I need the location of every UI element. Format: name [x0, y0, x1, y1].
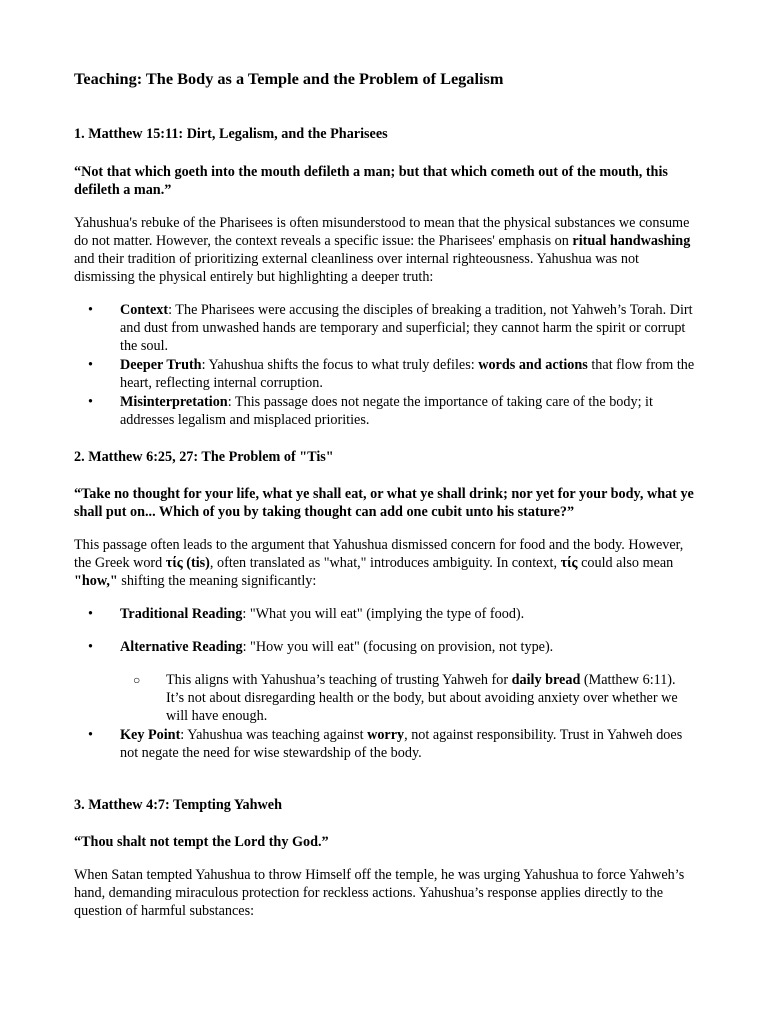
bullet-marker: •: [88, 357, 93, 373]
list-item: Context: The Pharisees were accusing the disciples of breaking a tradition, not Yahweh’s Torah. Dirt and dust from unwashed hands are temporary and superficial; they cannot harm the spirit or corrupt the soul.: [120, 302, 693, 354]
bullet-marker: •: [88, 302, 93, 318]
page-title: Teaching: The Body as a Temple and the Problem of Legalism: [74, 69, 504, 88]
section-2-paragraph: This passage often leads to the argument that Yahushua dismissed concern for food and the body. However, the Greek word τίς (tis), often translated as "what," introduces ambiguity. In context, τίς could also mean "how," shifting the meaning significantly:: [74, 537, 684, 589]
section-3-heading: 3. Matthew 4:7: Tempting Yahweh: [74, 797, 282, 813]
section-1-quote: “Not that which goeth into the mouth defileth a man; but that which cometh out of the mouth, this defileth a man.”: [74, 164, 668, 198]
bullet-marker: •: [88, 394, 93, 410]
bullet-marker: •: [88, 727, 93, 743]
section-2-quote: “Take no thought for your life, what ye shall eat, or what ye shall drink; nor yet for your body, what ye shall put on... Which of you by taking thought can add one cubit unto his stature?”: [74, 486, 694, 520]
list-item: Misinterpretation: This passage does not negate the importance of taking care of the body; it addresses legalism and misplaced priorities.: [120, 394, 653, 428]
bullet-marker: •: [88, 639, 93, 655]
section-2-heading: 2. Matthew 6:25, 27: The Problem of "Tis": [74, 449, 334, 465]
section-3-paragraph: When Satan tempted Yahushua to throw Himself off the temple, he was urging Yahushua to force Yahweh’s hand, demanding miraculous protection for reckless actions. Yahushua’s response applies directly to the question of harmful substances:: [74, 867, 685, 919]
list-item: Key Point: Yahushua was teaching against worry, not against responsibility. Trust in Yahweh does not negate the need for wise stewardship of the body.: [120, 727, 683, 761]
bullet-marker: •: [88, 606, 93, 622]
sub-bullet-marker: ○: [133, 673, 141, 687]
section-3-quote: “Thou shalt not tempt the Lord thy God.”: [74, 834, 329, 850]
list-item: Traditional Reading: "What you will eat" (implying the type of food).: [120, 606, 525, 622]
section-1-paragraph: Yahushua's rebuke of the Pharisees is often misunderstood to mean that the physical substances we consume do not matter. However, the context reveals a specific issue: the Pharisees' emphasis on ritual handwashing and their tradition of prioritizing external cleanliness over internal righteousness. Yahushua was not dismissing the physical entirely but highlighting a deeper truth:: [74, 215, 691, 285]
sub-list-item: This aligns with Yahushua’s teaching of trusting Yahweh for daily bread (Matthew 6:11). It’s not about disregarding health or the body, but about avoiding anxiety over whether we will have enough.: [166, 672, 678, 724]
list-item: Deeper Truth: Yahushua shifts the focus to what truly defiles: words and actions that flow from the heart, reflecting internal corruption.: [120, 357, 695, 391]
section-1-heading: 1. Matthew 15:11: Dirt, Legalism, and the Pharisees: [74, 126, 388, 142]
list-item: Alternative Reading: "How you will eat" (focusing on provision, not type).: [120, 639, 554, 655]
